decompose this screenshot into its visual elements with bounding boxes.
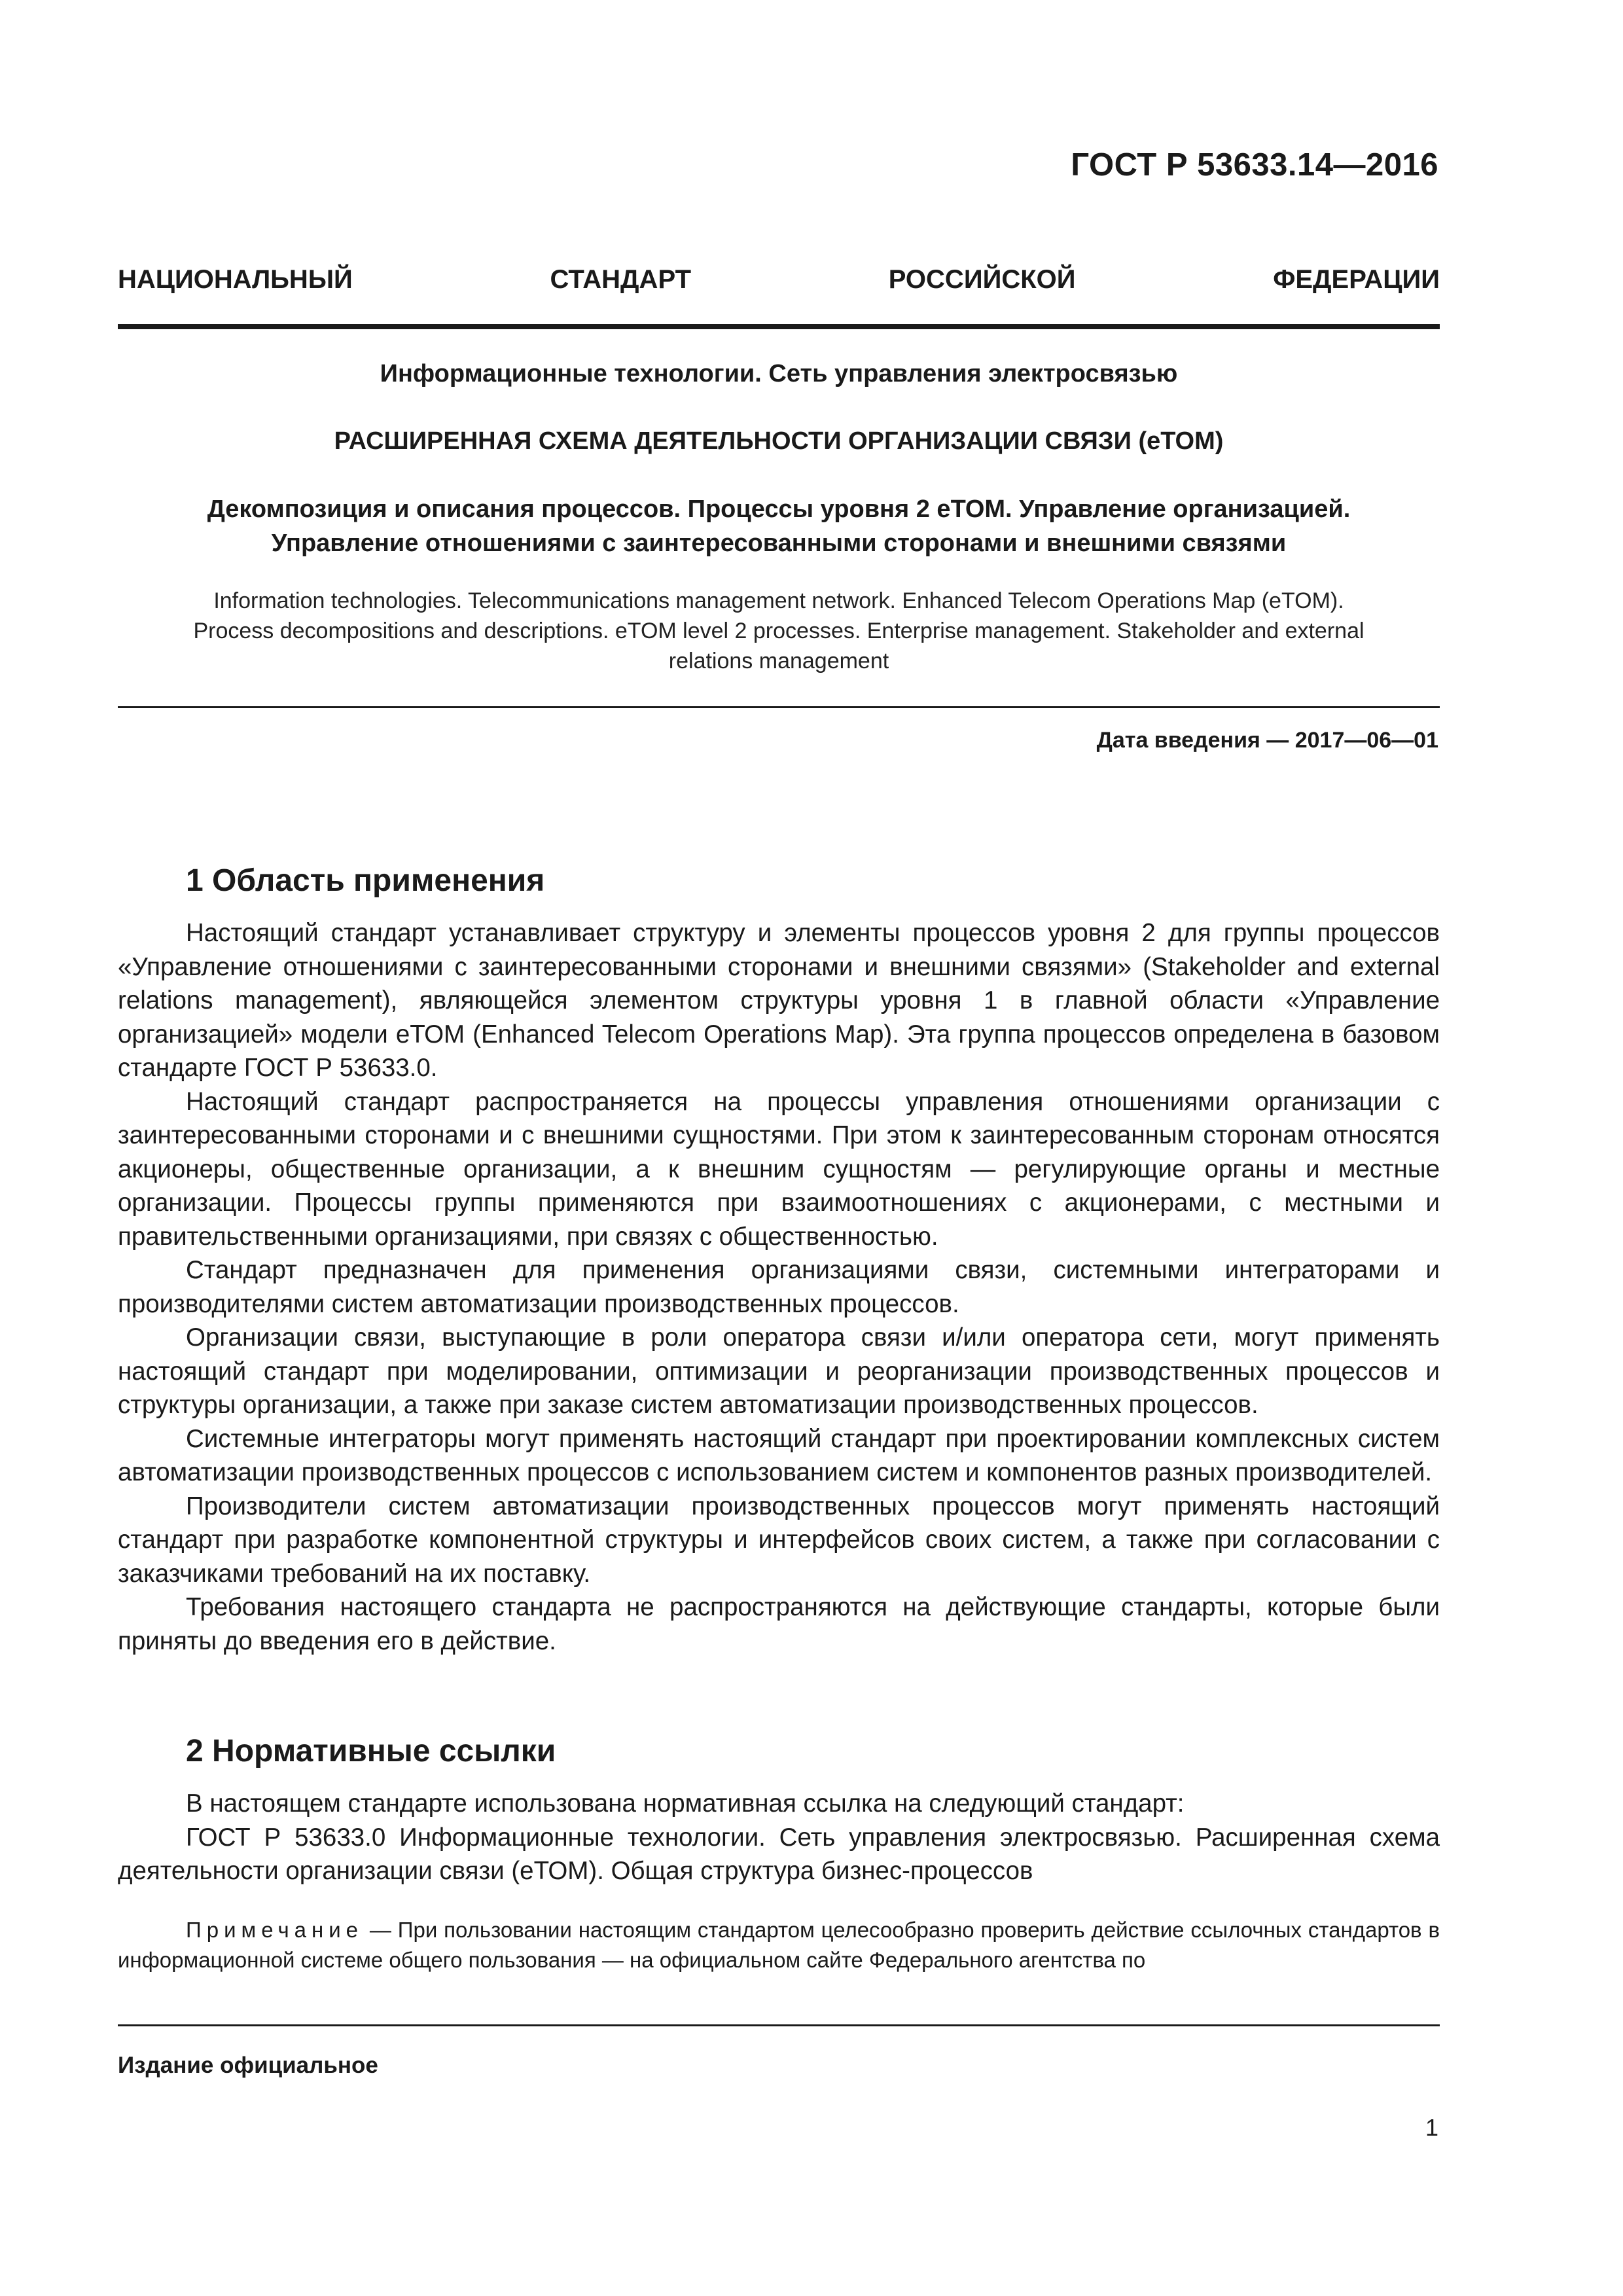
section-heading-scope: 1 Область применения [186, 863, 545, 898]
note-paragraph [118, 1915, 1440, 1975]
section-scope-body [118, 916, 1440, 1658]
section-references-body [118, 1787, 1440, 1888]
page-number: 1 [1425, 2114, 1438, 2141]
note-block [118, 1915, 1440, 1975]
document-number: ГОСТ Р 53633.14—2016 [1071, 147, 1438, 183]
standard-banner: НАЦИОНАЛЬНЫЙ СТАНДАРТ РОССИЙСКОЙ ФЕДЕРАЦИИ [118, 265, 1440, 294]
paragraph: Организации связи, выступающие в роли оператора связи и/или оператора сети, могут применять настоящий стандарт при моделировании, оптимизации и реорганизации производственных процессов и структуры организации, а также при заказе систем автоматизации производственных процессов. [118, 1323, 1440, 1419]
english-title [118, 586, 1440, 676]
note-text: — При пользовании настоящим стандартом целесообразно проверить действие ссылочных стандартов в информационной системе общего пользования — на официальном сайте Федерального агентства по [118, 1918, 1440, 1972]
paragraph: Стандарт предназначен для применения организациями связи, системными интеграторами и производителями систем автоматизации производственных процессов. [118, 1256, 1440, 1318]
title-line-3a: Декомпозиция и описания процессов. Процессы уровня 2 еТОМ. Управление организацией. [207, 495, 1351, 523]
paragraph: ГОСТ Р 53633.0 Информационные технологии. Сеть управления электросвязью. Расширенная схема деятельности организации связи (еТОМ). Общая структура бизнес-процессов [118, 1823, 1440, 1885]
edition-label: Издание официальное [118, 2053, 378, 2078]
title-line-3 [118, 492, 1440, 560]
note-label: Примечание [186, 1918, 364, 1942]
title-line-2: РАСШИРЕННАЯ СХЕМА ДЕЯТЕЛЬНОСТИ ОРГАНИЗАЦИИ СВЯЗИ (еТОМ) [334, 427, 1224, 455]
footer-rule [118, 2024, 1440, 2026]
introduction-date: Дата введения — 2017—06—01 [1096, 728, 1438, 753]
english-title-line-c: relations management [668, 649, 889, 673]
paragraph: Требования настоящего стандарта не распространяются на действующие стандарты, которые были приняты до введения его в действие. [118, 1593, 1440, 1655]
paragraph: Производители систем автоматизации производственных процессов могут применять настоящий стандарт при разработке компонентной структуры и интерфейсов своих систем, а также при согласовании с заказчиками требований на их поставку. [118, 1492, 1440, 1588]
title-rule [118, 706, 1440, 708]
section-heading-references: 2 Нормативные ссылки [186, 1734, 556, 1768]
english-title-line-a: Information technologies. Telecommunications management network. Enhanced Telecom Operations Map (eTOM). [213, 588, 1344, 613]
paragraph: Системные интеграторы могут применять настоящий стандарт при проектировании комплексных систем автоматизации производственных процессов с использованием систем и компонентов разных производителей. [118, 1424, 1440, 1486]
paragraph: Настоящий стандарт устанавливает структуру и элементы процессов уровня 2 для группы процессов «Управление отношениями с заинтересованными сторонами и внешними связями» (Stakeholder and external relations management), являющейся элементом структуры уровня 1 в главной области «Управление организацией» модели еТОМ (Enhanced Telecom Operations Map). Эта группа процессов определена в базовом стандарте ГОСТ Р 53633.0. [118, 919, 1440, 1082]
paragraph: Настоящий стандарт распространяется на процессы управления отношениями организации с заинтересованными сторонами и с внешними сущностями. При этом к заинтересованным сторонам относятся акционеры, общественные организации, а к внешним сущностям — регулирующие органы и местные организации. Процессы группы применяются при взаимоотношениях с акционерами, с местными и правительственными организациями, при связях с общественностью. [118, 1087, 1440, 1251]
title-line-3b: Управление отношениями с заинтересованными сторонами и внешними связями [271, 529, 1287, 557]
paragraph: В настоящем стандарте использована нормативная ссылка на следующий стандарт: [186, 1789, 1185, 1818]
header-rule [118, 324, 1440, 329]
title-line-1: Информационные технологии. Сеть управления электросвязью [380, 360, 1178, 387]
english-title-line-b: Process decompositions and descriptions. eTOM level 2 processes. Enterprise management. Stakeholder and external [193, 619, 1364, 643]
